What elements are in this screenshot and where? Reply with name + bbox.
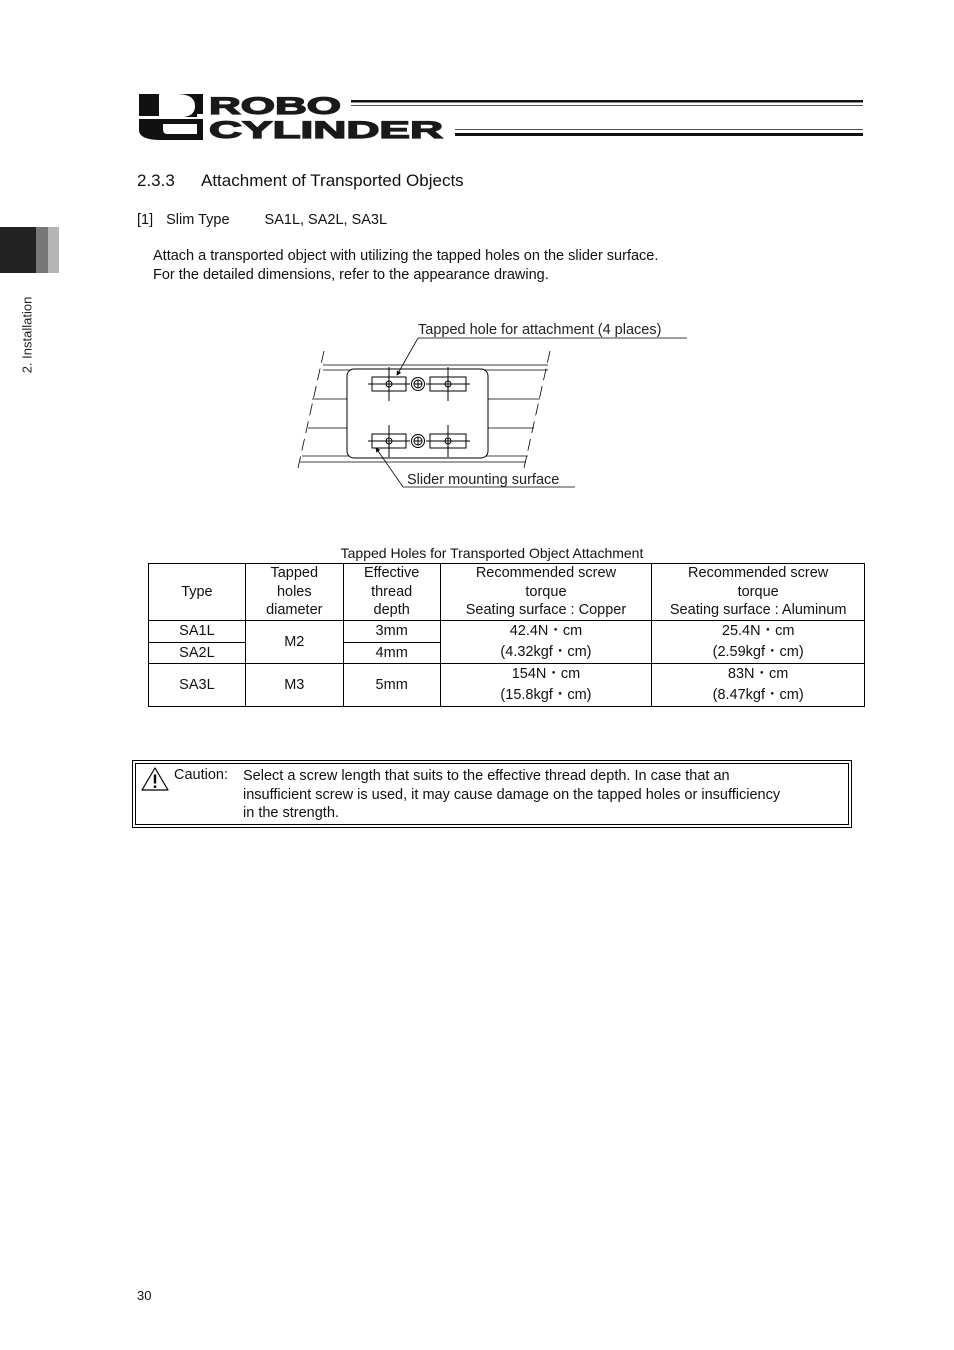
section-heading [137,171,464,191]
cell-aluminum-n: 83N・cm [727,666,789,682]
header-depth [343,564,440,621]
cell-copper-n: 154N・cm [511,666,581,682]
header-torque-aluminum [652,564,865,621]
warning-triangle-icon [140,766,170,792]
header-aluminum-line2: torque [737,583,779,600]
header-diameter-line3: diameter [266,602,323,619]
page-number: 30 [137,1288,152,1303]
body-text-line-1: Attach a transported object with utilizing the tapped holes on the slider surface. [153,248,659,264]
cell-type: SA3L [149,664,246,707]
caution-text [243,767,843,823]
cell-copper-kgf: (15.8kgf・cm) [500,687,592,703]
cell-torque-copper [440,664,652,707]
chapter-tab-light [48,227,59,273]
tapped-holes-table [148,563,865,707]
cell-copper-kgf: (4.32kgf・cm) [500,644,592,660]
header-diameter [245,564,343,621]
header-type: Type [149,564,246,621]
slider-diagram [290,315,710,495]
header-diameter-line2: holes [276,583,312,600]
logo-text-cylinder: CYLINDER [209,117,443,142]
caution-line-2: insufficient screw is used, it may cause damage on the tapped holes or insufficiency [243,786,781,803]
header-copper-line1: Recommended screw [475,565,617,582]
header-diameter-line1: Tapped [270,565,319,582]
subsection-index: [1] [137,212,154,228]
header-depth-line3: depth [373,602,410,619]
cell-aluminum-kgf: (8.47kgf・cm) [712,687,804,703]
chapter-tab-mid [36,227,48,273]
caution-line-1: Select a screw length that suits to the effective thread depth. In case that an [243,768,730,784]
caution-label: Caution: [174,767,229,783]
subsection-models: SA1L, SA2L, SA3L [264,212,388,228]
cell-type: SA1L [149,621,246,643]
callout-tapped-hole: Tapped hole for attachment (4 places) [418,322,662,338]
table-row [149,621,865,643]
table-caption: Tapped Holes for Transported Object Attachment [340,545,644,561]
header-torque-copper [440,564,652,621]
cell-depth: 5mm [343,664,440,707]
header-depth-line1: Effective [363,565,420,582]
cell-diameter: M2 [245,621,343,664]
cell-type: SA2L [149,642,246,664]
cell-copper-n: 42.4N・cm [509,623,583,639]
cell-torque-aluminum [652,621,865,664]
header-aluminum-line1: Recommended screw [688,565,829,582]
cell-diameter: M3 [245,664,343,707]
cell-torque-copper [440,621,652,664]
robo-cylinder-logo [137,92,867,142]
chapter-side-label: 2. Installation [19,296,35,374]
header-copper-line2: torque [525,583,567,600]
table-row [149,664,865,707]
cell-depth: 4mm [343,642,440,664]
rc-monogram-icon [139,94,203,140]
body-text-line-2: For the detailed dimensions, refer to the appearance drawing. [153,267,549,283]
caution-line-3: in the strength. [243,805,339,821]
cell-torque-aluminum [652,664,865,707]
table-header-row [149,564,865,621]
subsection-heading [137,212,387,228]
header-depth-line2: thread [371,583,413,600]
chapter-tab-dark [0,227,36,273]
cell-aluminum-kgf: (2.59kgf・cm) [712,644,804,660]
header-copper-line3: Seating surface : Copper [465,602,627,619]
subsection-type: Slim Type [166,212,230,228]
section-number: 2.3.3 [137,171,175,190]
logo-text-robo: ROBO [209,93,341,120]
callout-mounting-surface: Slider mounting surface [407,472,560,488]
section-title: Attachment of Transported Objects [201,171,464,190]
cell-aluminum-n: 25.4N・cm [721,623,795,639]
cell-depth: 3mm [343,621,440,643]
header-aluminum-line3: Seating surface : Aluminum [669,602,847,619]
